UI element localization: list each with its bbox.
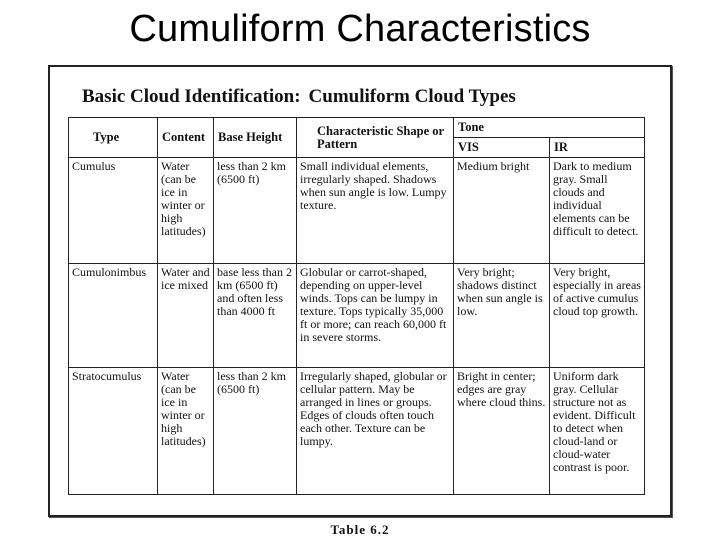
cell-shape: Small individual elements, irregularly shaped. Shadows when sun angle is low. Lumpy texture. (297, 158, 454, 264)
header-shape-pattern: Characteristic Shape or Pattern (297, 118, 454, 158)
table-caption: Table 6.2 (330, 522, 390, 537)
header-ir: IR (550, 138, 645, 158)
cell-ir: Uniform dark gray. Cellular structure not as evident. Difficult to detect when cloud-land or cloud-water contrast is poor. (550, 368, 645, 495)
table-row (69, 264, 645, 368)
cell-content: Water and ice mixed (158, 264, 214, 368)
header-base-height: Base Height (214, 118, 297, 158)
cell-content: Water (can be ice in winter or high latitudes) (158, 368, 214, 495)
cell-vis: Very bright; shadows distinct when sun angle is low. (454, 264, 550, 368)
table-row (69, 158, 645, 264)
cell-type: Stratocumulus (69, 368, 158, 495)
header-type: Type (69, 118, 158, 158)
cell-type: Cumulus (69, 158, 158, 264)
cell-ir: Very bright, especially in areas of active cumulus cloud top growth. (550, 264, 645, 368)
table-row (69, 368, 645, 495)
cell-base-height: less than 2 km (6500 ft) (214, 368, 297, 495)
cell-type: Cumulonimbus (69, 264, 158, 368)
cell-base-height: less than 2 km (6500 ft) (214, 158, 297, 264)
cell-base-height: base less than 2 km (6500 ft) and often less than 4000 ft (214, 264, 297, 368)
cloud-type-table (68, 117, 645, 495)
cell-content: Water (can be ice in winter or high latitudes) (158, 158, 214, 264)
cell-vis: Medium bright (454, 158, 550, 264)
table-heading-part2: Cumuliform Cloud Types (308, 86, 516, 107)
table-heading-part1: Basic Cloud Identification: (82, 86, 301, 107)
cell-vis: Bright in center; edges are gray where cloud thins. (454, 368, 550, 495)
cell-shape: Globular or carrot-shaped, depending on upper-level winds. Tops can be lumpy in texture. Tops typically 35,000 ft or more; can reach 60,000 ft in severe storms. (297, 264, 454, 368)
header-content: Content (158, 118, 214, 158)
header-vis: VIS (454, 138, 550, 158)
slide-title: Cumuliform Characteristics (129, 8, 591, 50)
table-heading (82, 86, 516, 108)
header-row (69, 118, 645, 138)
header-tone: Tone (454, 118, 645, 138)
cell-shape: Irregularly shaped, globular or cellular pattern. May be arranged in lines or groups. Edges of clouds often touch each other. Texture can be lumpy. (297, 368, 454, 495)
cell-ir: Dark to medium gray. Small clouds and individual elements can be difficult to detect. (550, 158, 645, 264)
